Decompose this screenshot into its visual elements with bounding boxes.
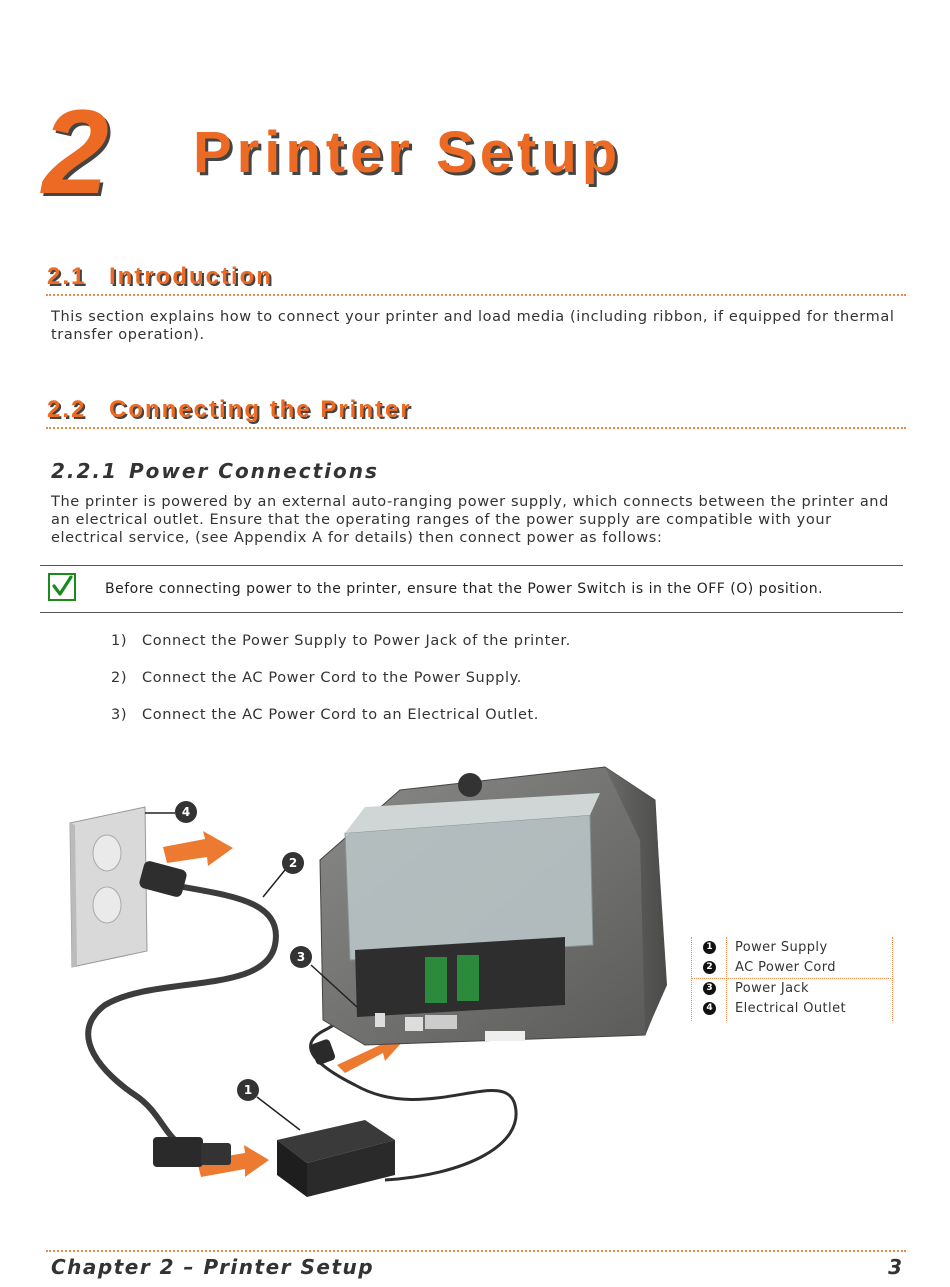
printer-connection-illustration	[45, 745, 680, 1215]
chapter-number: 2	[42, 85, 109, 219]
legend-item	[691, 958, 893, 978]
list-item	[111, 670, 522, 686]
legend-number: 4	[703, 1002, 716, 1015]
arrow-icon	[163, 831, 233, 866]
callout-1	[237, 1079, 300, 1130]
step-text: Connect the AC Power Cord to the Power Supply.	[142, 670, 522, 686]
subsection-heading	[51, 459, 379, 483]
legend-item	[691, 938, 893, 958]
callout-number: 2	[288, 856, 298, 870]
subsection-title: Power Connections	[129, 459, 379, 483]
section-title: Introduction	[109, 263, 273, 290]
legend-number: 1	[703, 941, 716, 954]
section-heading-connecting	[47, 396, 412, 424]
footer-chapter-title: Chapter 2 – Printer Setup	[51, 1255, 375, 1279]
plug-icon	[138, 860, 231, 1167]
step-number: 2)	[111, 670, 128, 686]
legend-item	[691, 999, 893, 1019]
introduction-paragraph: This section explains how to connect your printer and load media (including ribbon, if equipped for thermal transfer operation).	[51, 309, 895, 343]
section-heading-introduction	[47, 263, 273, 291]
note-text: Before connecting power to the printer, ensure that the Power Switch is in the OFF (O) position.	[105, 581, 824, 597]
callout-number: 4	[181, 805, 191, 819]
section-number: 2.2	[47, 396, 87, 423]
subsection-number: 2.2.1	[51, 459, 118, 483]
checkmark-icon	[48, 573, 76, 601]
power-connections-paragraph: The printer is powered by an external auto-ranging power supply, which connects between the printer and an electrical outlet. Ensure that the operating ranges of the power supply are compatible with your electrical service, (see Appendix A for details) then connect power as follows:	[51, 494, 889, 546]
electrical-outlet-icon	[70, 807, 147, 967]
legend-item	[691, 979, 893, 999]
legend-label: AC Power Cord	[735, 960, 836, 975]
callout-2	[263, 852, 304, 897]
callout-4	[145, 801, 197, 823]
section-title: Connecting the Printer	[109, 396, 412, 423]
list-item	[111, 707, 539, 723]
page-number: 3	[888, 1255, 902, 1279]
step-number: 1)	[111, 633, 128, 649]
legend-label: Power Supply	[735, 940, 828, 955]
legend-number: 3	[703, 982, 716, 995]
section-divider	[46, 294, 906, 296]
power-supply-icon	[277, 1120, 395, 1197]
figure-legend	[691, 937, 893, 1021]
list-item	[111, 633, 571, 649]
section-divider	[46, 427, 906, 429]
footer-divider	[46, 1250, 906, 1252]
callout-number: 3	[296, 950, 306, 964]
section-number: 2.1	[47, 263, 87, 290]
legend-label: Power Jack	[735, 981, 809, 996]
step-number: 3)	[111, 707, 128, 723]
printer-icon	[320, 767, 667, 1045]
callout-number: 1	[243, 1083, 253, 1097]
chapter-title: Printer Setup	[193, 120, 623, 185]
legend-number: 2	[703, 961, 716, 974]
step-text: Connect the AC Power Cord to an Electrical Outlet.	[142, 707, 539, 723]
step-text: Connect the Power Supply to Power Jack of the printer.	[142, 633, 571, 649]
legend-label: Electrical Outlet	[735, 1001, 846, 1016]
